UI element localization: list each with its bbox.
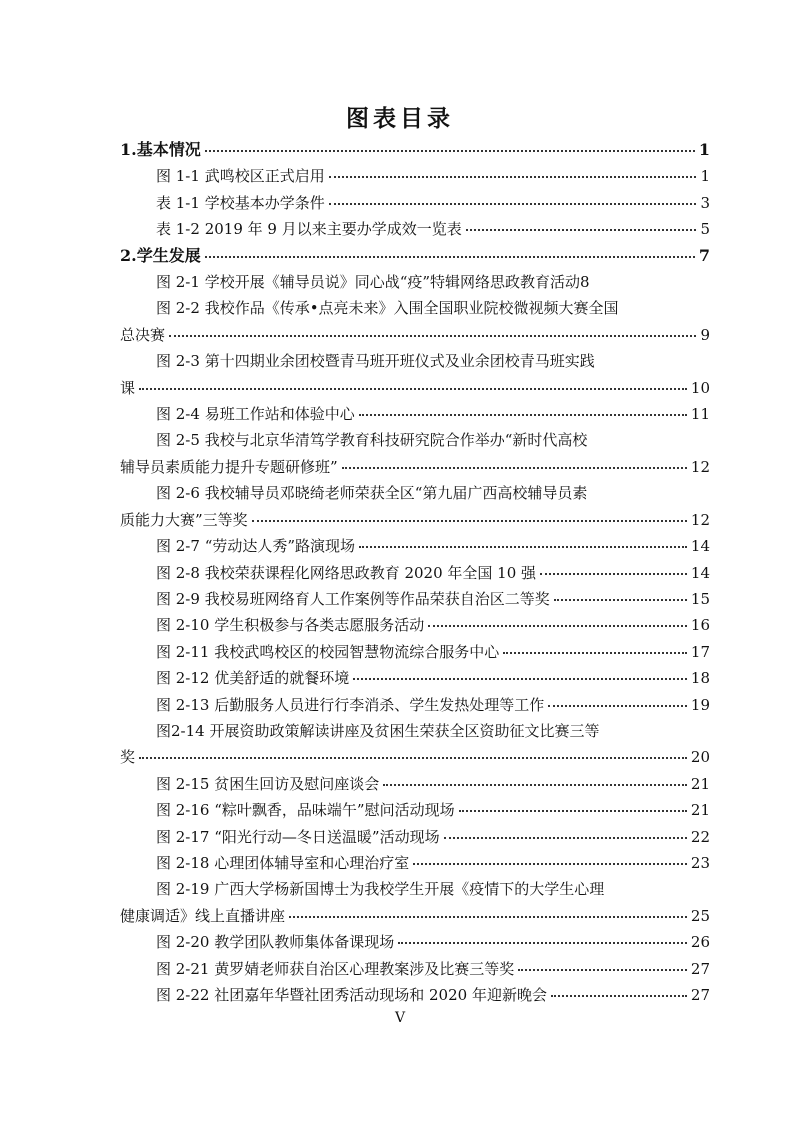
- dot-leader: [413, 852, 687, 865]
- toc-entry-label: 健康调适》线上直播讲座: [120, 906, 286, 925]
- toc-page-number: 27: [690, 959, 710, 978]
- toc-item-entry[interactable]: [120, 956, 710, 982]
- dot-leader: [353, 667, 687, 680]
- toc-entry-label: 图 2-20 教学团队教师集体备课现场: [156, 933, 395, 952]
- toc-page-number: 19: [690, 695, 710, 714]
- toc-line: [120, 322, 710, 348]
- toc-entry-label: 图 2-5 我校与北京华清笃学教育科技研究院合作举办“新时代高校: [156, 431, 588, 450]
- dot-leader: [428, 614, 687, 627]
- toc-page-number: 7: [698, 245, 710, 265]
- toc-line: [120, 797, 710, 823]
- toc-entry-label: 图 2-9 我校易班网络育人工作案例等作品荣获自治区二等奖: [156, 589, 550, 608]
- toc-line: [120, 137, 710, 163]
- dot-leader: [169, 324, 696, 337]
- toc-entry-label: 课: [120, 378, 136, 397]
- toc-line: [120, 163, 710, 189]
- toc-line: [120, 269, 710, 295]
- toc-entry-label: 图 2-1 学校开展《辅导员说》同心战“疫”特辑网络思政教育活动: [156, 273, 581, 292]
- toc-entry-label: 图 2-15 贫困生回访及慰问座谈会: [156, 774, 380, 793]
- toc-item-entry[interactable]: [120, 427, 710, 480]
- dot-leader: [551, 984, 687, 997]
- toc-entry-label: 图 2-11 我校武鸣校区的校园智慧物流综合服务中心: [156, 642, 500, 661]
- toc-line: [120, 216, 710, 242]
- dot-leader: [252, 508, 687, 521]
- toc-line: [120, 639, 710, 665]
- dot-leader: [503, 640, 687, 653]
- toc-entry-label: 图 2-3 第十四期业余团校暨青马班开班仪式及业余团校青马班实践: [156, 352, 595, 371]
- dot-leader: [342, 456, 687, 469]
- dot-leader: [329, 192, 697, 205]
- toc-page-number: 17: [690, 642, 710, 661]
- toc-page-number: 12: [690, 510, 710, 529]
- toc-entry-label: 总决赛: [120, 325, 166, 344]
- toc-page-number: 5: [700, 220, 710, 239]
- toc-line: [120, 824, 710, 850]
- toc-page-number: 10: [690, 378, 710, 397]
- toc-entry-label: 图 2-16 “粽叶飘香，品味端午”慰问活动现场: [156, 801, 455, 820]
- toc-section-entry[interactable]: [120, 137, 710, 163]
- toc-entry-label: 图 2-22 社团嘉年华暨社团秀活动现场和 2020 年迎新晚会: [156, 986, 547, 1004]
- toc-entry-label: 图 2-2 我校作品《传承•点亮未来》入围全国职业院校微视频大赛全国: [156, 299, 619, 318]
- toc-item-entry[interactable]: [120, 824, 710, 850]
- toc-entry-label: 图 2-7 “劳动达人秀”路演现场: [156, 537, 356, 556]
- toc-item-entry[interactable]: [120, 797, 710, 823]
- toc-page-number: 22: [690, 827, 710, 846]
- toc-item-entry[interactable]: [120, 163, 710, 189]
- toc-entry-label: 图 1-1 武鸣校区正式启用: [156, 167, 325, 186]
- toc-item-entry[interactable]: [120, 929, 710, 955]
- toc-entry-label: 图 2-21 黄罗婧老师获自治区心理教案涉及比赛三等奖: [156, 959, 515, 978]
- toc-page-number: 8: [580, 273, 590, 292]
- toc-entry-label: 奖: [120, 748, 136, 767]
- toc-line: [120, 190, 710, 216]
- dot-leader: [359, 403, 687, 416]
- toc-item-entry[interactable]: [120, 216, 710, 242]
- toc-item-entry[interactable]: [120, 295, 710, 348]
- toc-line: [120, 850, 710, 876]
- dot-leader: [518, 957, 687, 970]
- toc-line: [120, 692, 710, 718]
- toc-page-number: 14: [690, 563, 710, 582]
- toc-item-entry[interactable]: [120, 665, 710, 691]
- dot-leader: [554, 588, 687, 601]
- dot-leader: [205, 244, 695, 258]
- toc-page-number: 23: [690, 853, 710, 872]
- toc-item-entry[interactable]: [120, 190, 710, 216]
- dot-leader: [444, 825, 687, 838]
- toc-item-entry[interactable]: [120, 982, 710, 1008]
- toc-item-entry[interactable]: [120, 348, 710, 401]
- toc-item-entry[interactable]: [120, 560, 710, 586]
- dot-leader: [540, 561, 687, 574]
- toc-page-number: 1: [700, 167, 710, 186]
- toc-item-entry[interactable]: [120, 586, 710, 612]
- dot-leader: [139, 376, 687, 389]
- toc-item-entry[interactable]: [120, 639, 710, 665]
- toc-page-number: 18: [690, 669, 710, 688]
- toc-page-number: 9: [700, 325, 710, 344]
- toc-page-number: 1: [698, 140, 710, 159]
- toc-entry-label: 图 2-19 广西大学杨新国博士为我校学生开展《疫情下的大学生心理: [156, 880, 605, 899]
- toc-item-entry[interactable]: [120, 269, 710, 295]
- dot-leader: [205, 138, 695, 152]
- toc-entry-label: 图2-14 开展资助政策解读讲座及贫困生荣获全区资助征文比赛三等: [156, 721, 600, 740]
- toc-page-number: 25: [690, 906, 710, 925]
- toc-entry-label: 图 2-17 “阳光行动—冬日送温暖”活动现场: [156, 827, 440, 846]
- page-title: 图表目录: [346, 105, 454, 132]
- toc-entry-label: 图 2-10 学生积极参与各类志愿服务活动: [156, 616, 425, 635]
- page-number: V: [394, 1010, 406, 1026]
- toc-line: [120, 507, 710, 533]
- toc-page-number: 26: [690, 933, 710, 952]
- toc-line: [120, 771, 710, 797]
- toc-entry-label: 图 2-6 我校辅导员邓晓绮老师荣获全区“第九届广西高校辅导员素: [156, 484, 588, 503]
- toc-line: [120, 665, 710, 691]
- toc-entry-label: 2.学生发展: [120, 245, 201, 265]
- toc-line: [120, 533, 710, 559]
- toc-item-entry[interactable]: [120, 401, 710, 427]
- dot-leader: [548, 693, 687, 706]
- toc-page-number: 20: [690, 748, 710, 767]
- toc-page-number: 15: [690, 589, 710, 608]
- toc-line: [120, 586, 710, 612]
- toc-entry-label: 图 2-18 心理团体辅导室和心理治疗室: [156, 853, 410, 872]
- toc-entry-label: 1.基本情况: [120, 140, 201, 159]
- toc-line: [120, 956, 710, 982]
- toc-item-entry[interactable]: [120, 718, 710, 771]
- dot-leader: [398, 931, 687, 944]
- toc-item-entry[interactable]: [120, 612, 710, 638]
- toc-line: [120, 929, 710, 955]
- toc-entry-label: 图 2-13 后勤服务人员进行行李消杀、学生发热处理等工作: [156, 695, 545, 714]
- dot-leader: [289, 905, 687, 918]
- toc-item-entry[interactable]: [120, 480, 710, 533]
- toc-page-number: 14: [690, 537, 710, 556]
- toc-page-number: 21: [690, 801, 710, 820]
- toc-line: [120, 243, 710, 269]
- toc-entry-label: 辅导员素质能力提升专题研修班”: [120, 457, 338, 476]
- toc-page-number: 3: [700, 193, 710, 212]
- dot-leader: [359, 535, 687, 548]
- toc-page-number: 21: [690, 774, 710, 793]
- dot-leader: [383, 773, 687, 786]
- toc-entry-label: 图 2-4 易班工作站和体验中心: [156, 405, 355, 424]
- dot-leader: [329, 165, 697, 178]
- toc-line: [120, 982, 710, 1008]
- dot-leader: [466, 218, 697, 231]
- toc-page-number: 27: [690, 986, 710, 1004]
- toc-section-entry[interactable]: [120, 243, 710, 269]
- toc-line: [120, 401, 710, 427]
- toc-entry-label: 图 2-12 优美舒适的就餐环境: [156, 669, 350, 688]
- toc-page-number: 11: [690, 405, 710, 424]
- toc-line: [120, 612, 710, 638]
- toc-line: [120, 454, 710, 480]
- toc-entry-label: 表 1-1 学校基本办学条件: [156, 193, 325, 212]
- dot-leader: [139, 746, 687, 759]
- toc-line: [120, 744, 710, 770]
- toc-item-entry[interactable]: [120, 771, 710, 797]
- toc-entry-label: 质能力大赛”三等奖: [120, 510, 248, 529]
- toc-item-entry[interactable]: [120, 692, 710, 718]
- table-of-contents: [120, 137, 710, 1008]
- toc-page-number: 16: [690, 616, 710, 635]
- toc-line: [120, 375, 710, 401]
- toc-item-entry[interactable]: [120, 533, 710, 559]
- toc-line: [120, 560, 710, 586]
- toc-entry-label: 表 1-2 2019 年 9 月以来主要办学成效一览表: [156, 220, 462, 239]
- toc-item-entry[interactable]: [120, 850, 710, 876]
- dot-leader: [459, 799, 687, 812]
- toc-page-number: 12: [690, 457, 710, 476]
- toc-line: [120, 903, 710, 929]
- toc-item-entry[interactable]: [120, 876, 710, 929]
- toc-entry-label: 图 2-8 我校荣获课程化网络思政教育 2020 年全国 10 强: [156, 563, 537, 582]
